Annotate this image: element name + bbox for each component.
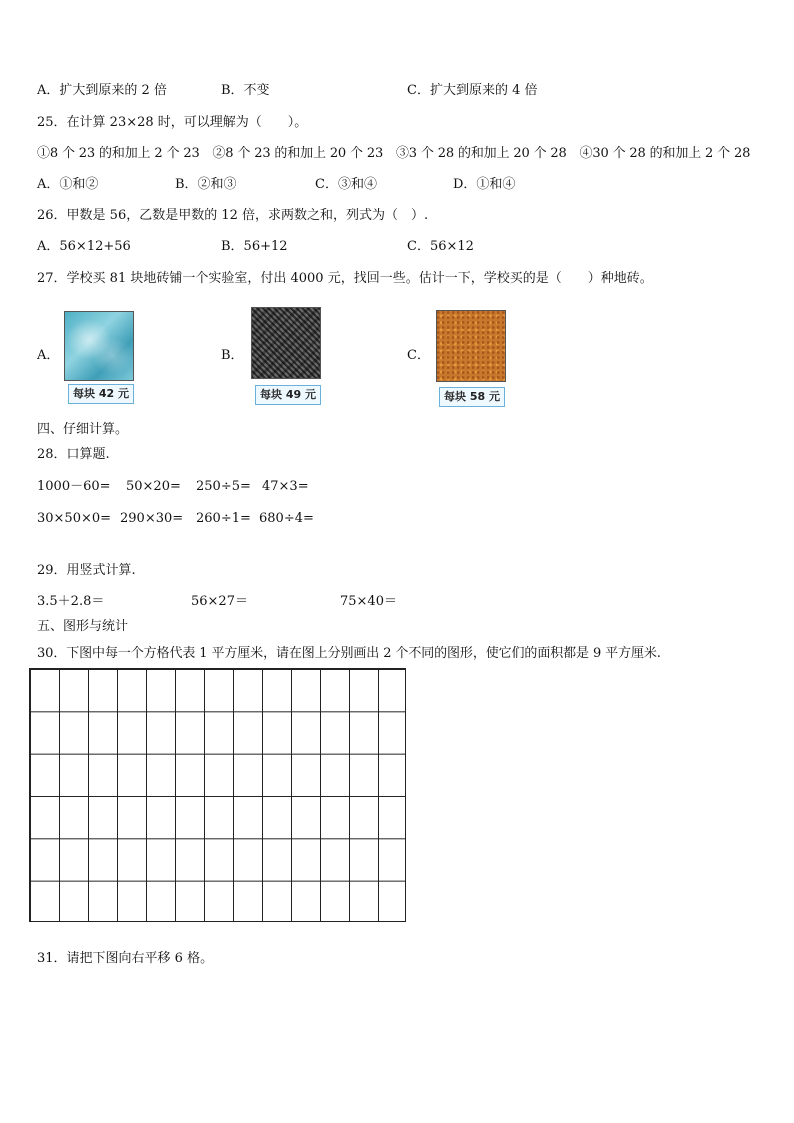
q25-option-a: A．①和② — [37, 177, 99, 192]
orange-tile-image — [436, 310, 506, 382]
q29-stem: 29．用竖式计算. — [37, 563, 136, 578]
section-heading-4: 四、仔细计算。 — [37, 422, 129, 437]
q25-option-c: C．③和④ — [315, 177, 377, 192]
q28-item: 30×50×0= — [37, 511, 112, 526]
q27-option-b-label: B． — [221, 348, 244, 363]
q24-option-c: C．扩大到原来的 4 倍 — [407, 83, 538, 98]
q25-option-b: B．②和③ — [175, 177, 237, 192]
q27-option-b-price: 每块 49 元 — [255, 385, 321, 405]
q28-item: 47×3= — [262, 479, 309, 494]
q29-item: 3.5＋2.8＝ — [37, 594, 105, 609]
q28-item: 1000－60= — [37, 479, 111, 494]
q31-stem: 31．请把下图向右平移 6 格。 — [37, 951, 214, 966]
q26-option-b: B．56+12 — [221, 239, 288, 254]
blue-tile-image — [64, 311, 134, 381]
q29-item: 75×40＝ — [340, 594, 397, 609]
q24-option-b: B．不变 — [221, 83, 270, 98]
q26-option-c: C．56×12 — [407, 239, 474, 254]
q24-option-a: A．扩大到原来的 2 倍 — [37, 83, 167, 98]
section-heading-5: 五、图形与统计 — [37, 619, 129, 634]
q27-option-a-label: A． — [37, 348, 60, 363]
square-grid[interactable] — [29, 668, 406, 922]
q26-option-a: A．56×12+56 — [37, 239, 131, 254]
q27-option-c-price: 每块 58 元 — [439, 387, 505, 407]
q27-stem: 27．学校买 81 块地砖铺一个实验室，付出 4000 元，找回一些。估计一下，学校买的是（ ）种地砖。 — [37, 271, 653, 286]
dark-tile-image — [251, 307, 321, 379]
q27-option-a-price: 每块 42 元 — [68, 384, 134, 404]
q28-item: 250÷5= — [196, 479, 251, 494]
q29-item: 56×27＝ — [191, 594, 248, 609]
q28-item: 50×20= — [126, 479, 181, 494]
q25-stem: 25．在计算 23×28 时，可以理解为（ ）。 — [37, 115, 308, 130]
q28-stem: 28．口算题. — [37, 447, 110, 462]
q27-option-c-label: C． — [407, 348, 430, 363]
q25-statements: ①8 个 23 的和加上 2 个 23 ②8 个 23 的和加上 20 个 23 ③3 个 28 的和加上 20 个 28 ④30 个 28 的和加上 2 个 28 — [37, 146, 751, 161]
q28-item: 290×30= — [120, 511, 184, 526]
q28-item: 680÷4= — [259, 511, 314, 526]
q28-item: 260÷1= — [196, 511, 251, 526]
q26-stem: 26．甲数是 56，乙数是甲数的 12 倍，求两数之和，列式为（ ）. — [37, 208, 429, 223]
q25-option-d: D．①和④ — [453, 177, 516, 192]
q30-stem: 30．下图中每一个方格代表 1 平方厘米，请在图上分别画出 2 个不同的图形，使它们的面积都是 9 平方厘米. — [37, 646, 661, 661]
